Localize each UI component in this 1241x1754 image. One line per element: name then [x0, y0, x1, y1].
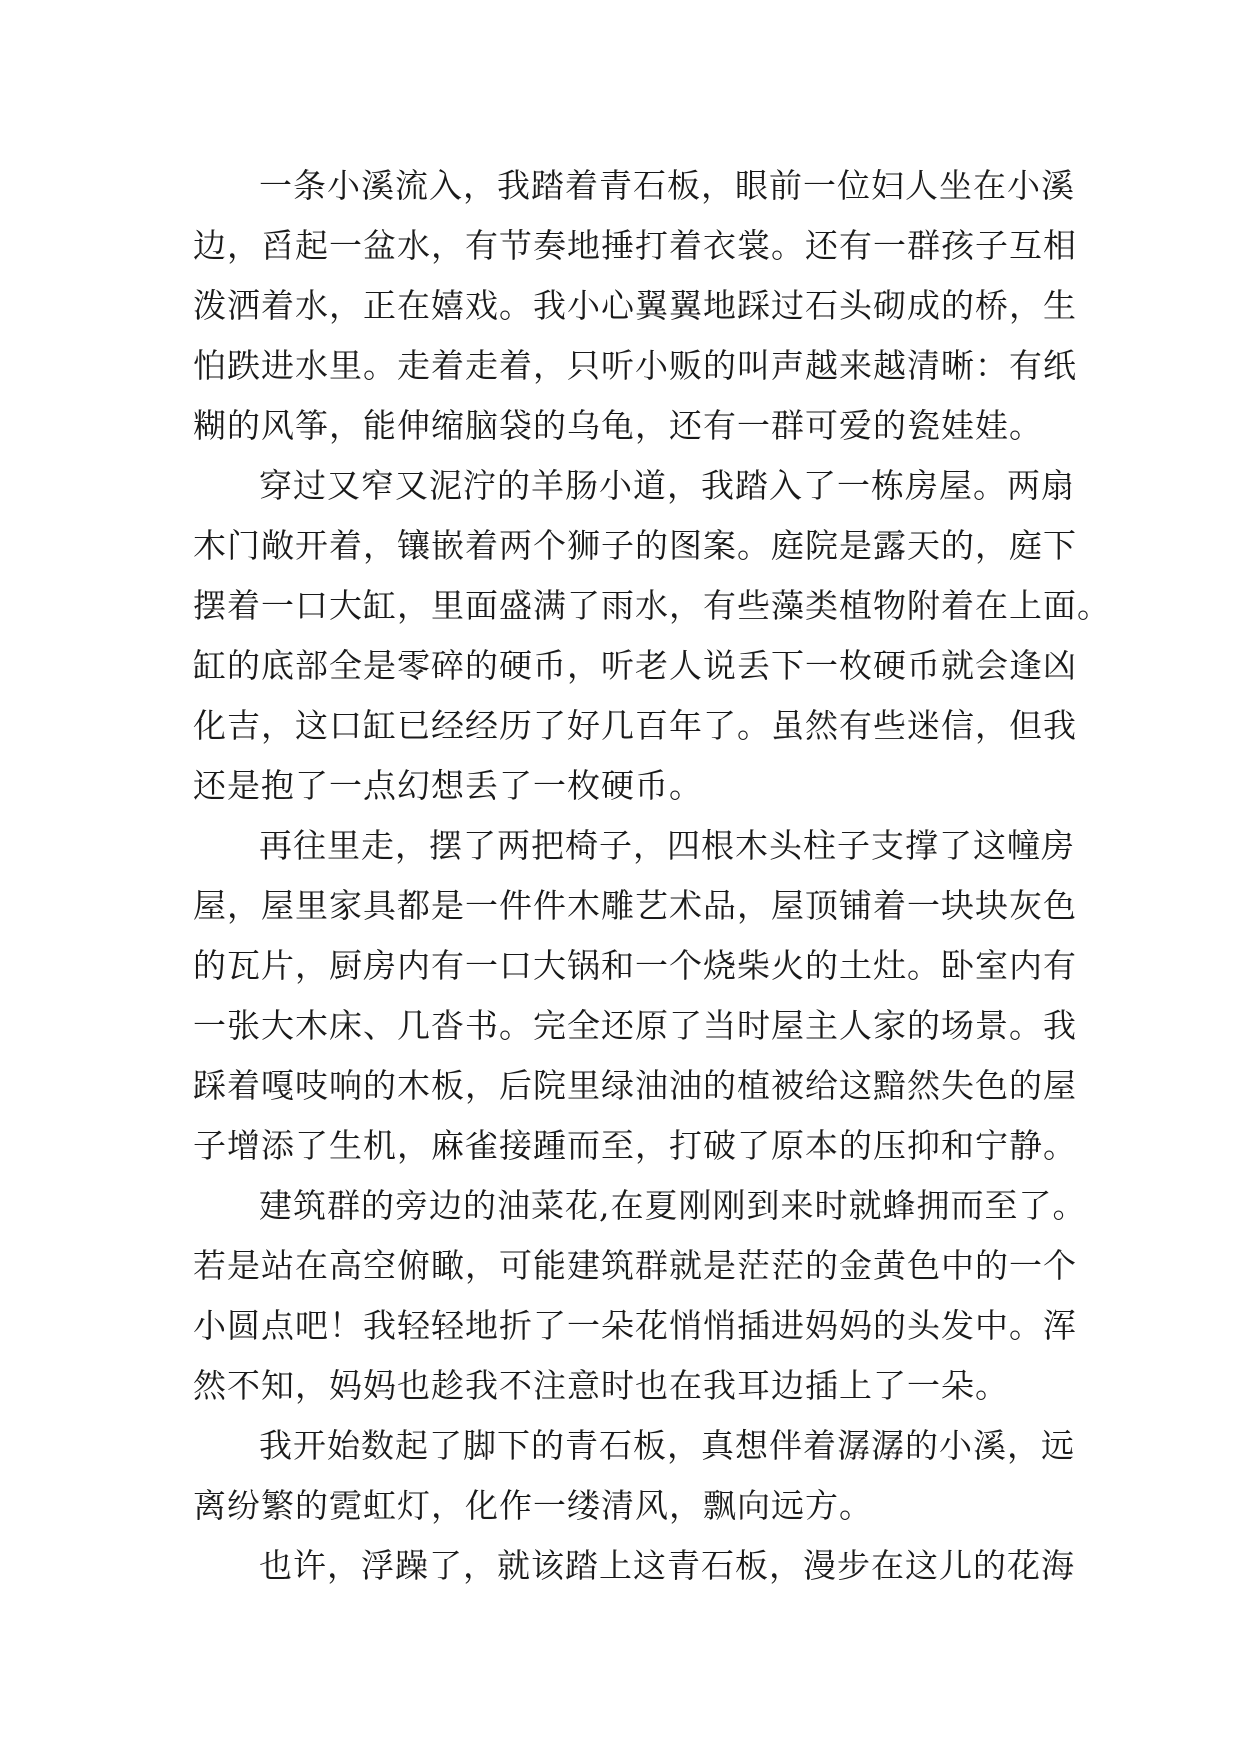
text-line: 泼洒着水，正在嬉戏。我小心翼翼地踩过石头砌成的桥，生	[193, 286, 1077, 325]
body-text	[193, 156, 1111, 1596]
text-line: 离纷繁的霓虹灯，化作一缕清风，飘向远方。	[193, 1486, 873, 1525]
text-line: 缸的底部全是零碎的硬币，听老人说丢下一枚硬币就会逢凶	[193, 646, 1077, 685]
paragraph-3	[193, 816, 1077, 1176]
text-line: 一张大木床、几沓书。完全还原了当时屋主人家的场景。我	[193, 1006, 1077, 1045]
paragraph-6	[193, 1536, 1075, 1596]
paragraph-2	[193, 456, 1111, 816]
text-line: 怕跌进水里。走着走着，只听小贩的叫声越来越清晰：有纸	[193, 346, 1077, 385]
text-line: 边，舀起一盆水，有节奏地捶打着衣裳。还有一群孩子互相	[193, 226, 1077, 265]
text-line: 我开始数起了脚下的青石板，真想伴着潺潺的小溪，远	[259, 1426, 1075, 1465]
text-line: 木门敞开着，镶嵌着两个狮子的图案。庭院是露天的，庭下	[193, 526, 1077, 565]
paragraph-4	[193, 1176, 1087, 1416]
paragraph-5	[193, 1416, 1075, 1536]
text-line: 糊的风筝，能伸缩脑袋的乌龟，还有一群可爱的瓷娃娃。	[193, 406, 1043, 445]
text-line: 再往里走，摆了两把椅子，四根木头柱子支撑了这幢房	[259, 826, 1075, 865]
text-line: 还是抱了一点幻想丢了一枚硬币。	[193, 766, 703, 805]
paragraph-1	[193, 156, 1077, 456]
text-line: 建筑群的旁边的油菜花,在夏刚刚到来时就蜂拥而至了。	[259, 1186, 1087, 1225]
text-line: 若是站在高空俯瞰，可能建筑群就是茫茫的金黄色中的一个	[193, 1246, 1077, 1285]
text-line: 也许，浮躁了，就该踏上这青石板，漫步在这儿的花海	[259, 1546, 1075, 1585]
text-line: 化吉，这口缸已经经历了好几百年了。虽然有些迷信，但我	[193, 706, 1077, 745]
text-line: 然不知，妈妈也趁我不注意时也在我耳边插上了一朵。	[193, 1366, 1009, 1405]
text-line: 穿过又窄又泥泞的羊肠小道，我踏入了一栋房屋。两扇	[259, 466, 1075, 505]
text-line: 踩着嘎吱响的木板，后院里绿油油的植被给这黯然失色的屋	[193, 1066, 1077, 1105]
text-line: 屋，屋里家具都是一件件木雕艺术品，屋顶铺着一块块灰色	[193, 886, 1077, 925]
text-line: 一条小溪流入，我踏着青石板，眼前一位妇人坐在小溪	[259, 166, 1075, 205]
text-line: 子增添了生机，麻雀接踵而至，打破了原本的压抑和宁静。	[193, 1126, 1077, 1165]
text-line: 的瓦片，厨房内有一口大锅和一个烧柴火的土灶。卧室内有	[193, 946, 1077, 985]
text-line: 小圆点吧！我轻轻地折了一朵花悄悄插进妈妈的头发中。浑	[193, 1306, 1077, 1345]
text-line: 摆着一口大缸，里面盛满了雨水，有些藻类植物附着在上面。	[193, 586, 1111, 625]
